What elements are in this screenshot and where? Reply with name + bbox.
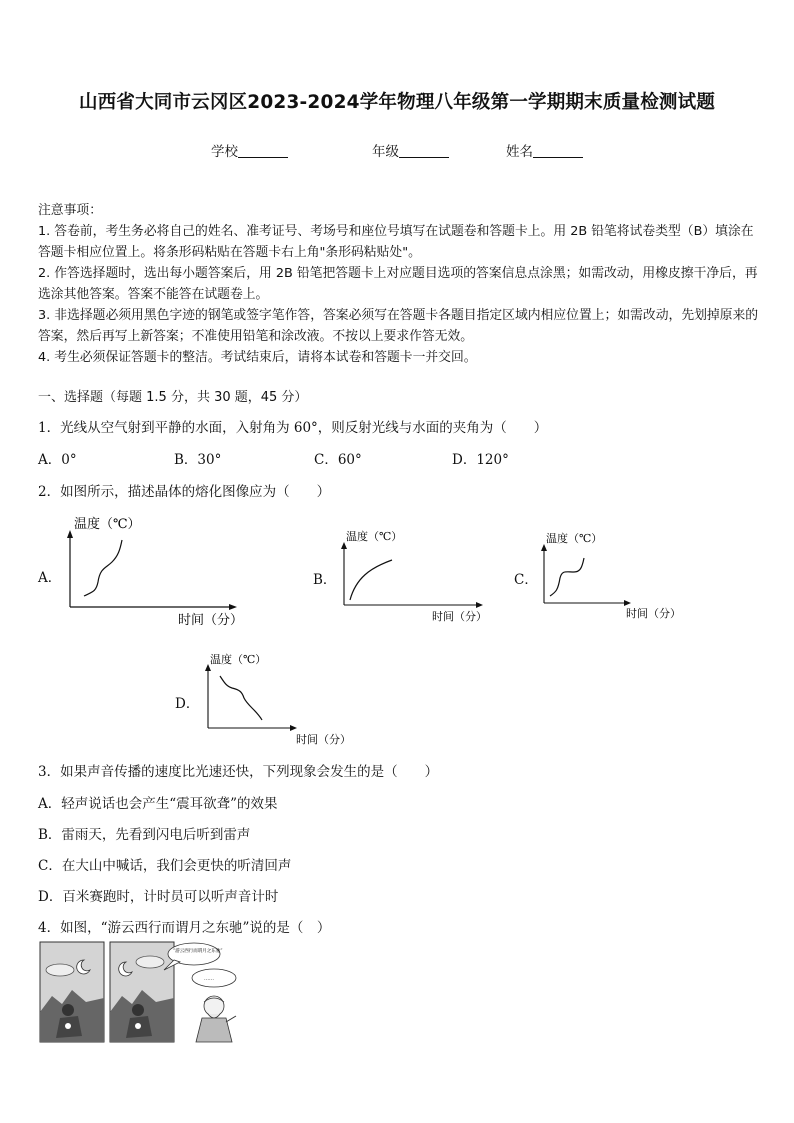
graph-c-y-arrow: [541, 544, 547, 551]
question-3: 3．如果声音传播的速度比光速还快，下列现象会发生的是（ ）: [38, 764, 439, 780]
bubble-1-text: “游云西行而谓月之东驰”: [173, 949, 223, 954]
graph-d: [200, 650, 360, 750]
graph-a-x-arrow: [229, 604, 237, 610]
graph-c-xlabel: 时间（分）: [626, 607, 681, 620]
graph-d-x-arrow: [290, 725, 297, 731]
grade-label: 年级: [372, 144, 399, 160]
q4-cartoon-illustration: [38, 940, 248, 1044]
question-2: 2．如图所示，描述晶体的熔化图像应为（ ）: [38, 484, 331, 500]
graph-b: [336, 528, 496, 628]
graph-b-curve: [350, 560, 392, 600]
note-item-3: 3. 非选择题必须用黑色字迹的钢笔或签字笔作答，答案必须写在答题卡各题目指定区域内相应位置上；如需改动，先划掉原来的答案，然后再写上新答案；不准使用铅笔和涂改液。不按以上要求作答无效。: [38, 308, 759, 344]
cartoon-panel-1: [40, 942, 104, 1042]
notes-heading: 注意事项：: [38, 203, 102, 218]
graph-c-curve: [550, 558, 584, 596]
q3-option-b: B．雷雨天，先看到闪电后听到雷声: [38, 827, 251, 843]
graph-d-letter: D．: [175, 696, 200, 712]
note-item-2: 2. 作答选择题时，选出每小题答案后，用 2B 铅笔把答题卡上对应题目选项的答案信息点涂黑；如需改动，用橡皮擦干净后，再选涂其他答案。答案不能答在试题卷上。: [38, 266, 758, 302]
graph-a-letter: A．: [38, 570, 62, 586]
school-field: [211, 140, 288, 160]
note-item-1: 1. 答卷前，考生务必将自己的姓名、准考证号、考场号和座位号填写在试题卷和答题卡上。用 2B 铅笔将试卷类型（B）填涂在答题卡相应位置上。将条形码粘贴在答题卡右上角"条形码粘贴处"。: [38, 224, 754, 260]
name-label: 姓名: [506, 144, 533, 160]
q1-option-b: B．30°: [174, 452, 222, 468]
graph-a-ylabel: 温度（℃）: [74, 517, 141, 532]
graph-a: [62, 512, 262, 632]
cartoon-panel-2: [110, 942, 174, 1042]
q1-option-a: A．0°: [38, 452, 77, 468]
note-item-4: 4. 考生必须保证答题卡的整洁。考试结束后，请将本试卷和答题卡一并交回。: [38, 350, 477, 365]
graph-b-y-arrow: [341, 542, 347, 549]
q1-option-d: D．120°: [452, 452, 509, 468]
graph-a-curve: [84, 540, 122, 596]
graph-a-xlabel: 时间（分）: [178, 613, 244, 628]
name-blank: [533, 144, 583, 158]
graph-b-x-arrow: [476, 602, 483, 608]
graph-d-xlabel: 时间（分）: [296, 733, 351, 746]
graph-b-ylabel: 温度（℃）: [346, 530, 403, 543]
q3-option-d: D．百米赛跑时，计时员可以听声音计时: [38, 889, 279, 905]
notes-block: [38, 200, 760, 368]
school-label: 学校: [211, 144, 238, 160]
graph-a-y-arrow: [67, 530, 73, 538]
q3-option-c: C．在大山中喊话，我们会更快的听清回声: [38, 858, 292, 874]
section-heading: 一、选择题（每题 1.5 分，共 30 题，45 分）: [38, 390, 308, 405]
graph-c-ylabel: 温度（℃）: [546, 532, 603, 545]
old-man-character: [196, 996, 236, 1042]
bubble-2-text: ……: [204, 976, 214, 982]
speech-bubble-2: [192, 969, 236, 987]
grade-blank: [399, 144, 449, 158]
page-title: 山西省大同市云冈区2023-2024学年物理八年级第一学期期末质量检测试题: [78, 92, 716, 113]
question-1: 1．光线从空气射到平静的水面，入射角为 60°，则反射光线与水面的夹角为（ ）: [38, 420, 548, 436]
graph-c-letter: C．: [514, 572, 538, 588]
q3-option-a: A．轻声说话也会产生“震耳欲聋”的效果: [38, 796, 278, 812]
graph-c: [536, 530, 696, 630]
graph-b-xlabel: 时间（分）: [432, 610, 487, 623]
q1-option-c: C．60°: [314, 452, 362, 468]
graph-b-letter: B．: [313, 572, 337, 588]
name-field: [506, 140, 583, 160]
graph-d-curve: [220, 676, 262, 720]
school-blank: [238, 144, 288, 158]
grade-field: [372, 140, 449, 160]
question-4: 4．如图，“游云西行而谓月之东驰”说的是（ ）: [38, 920, 331, 936]
graph-d-ylabel: 温度（℃）: [210, 653, 267, 666]
graph-c-x-arrow: [624, 600, 631, 606]
